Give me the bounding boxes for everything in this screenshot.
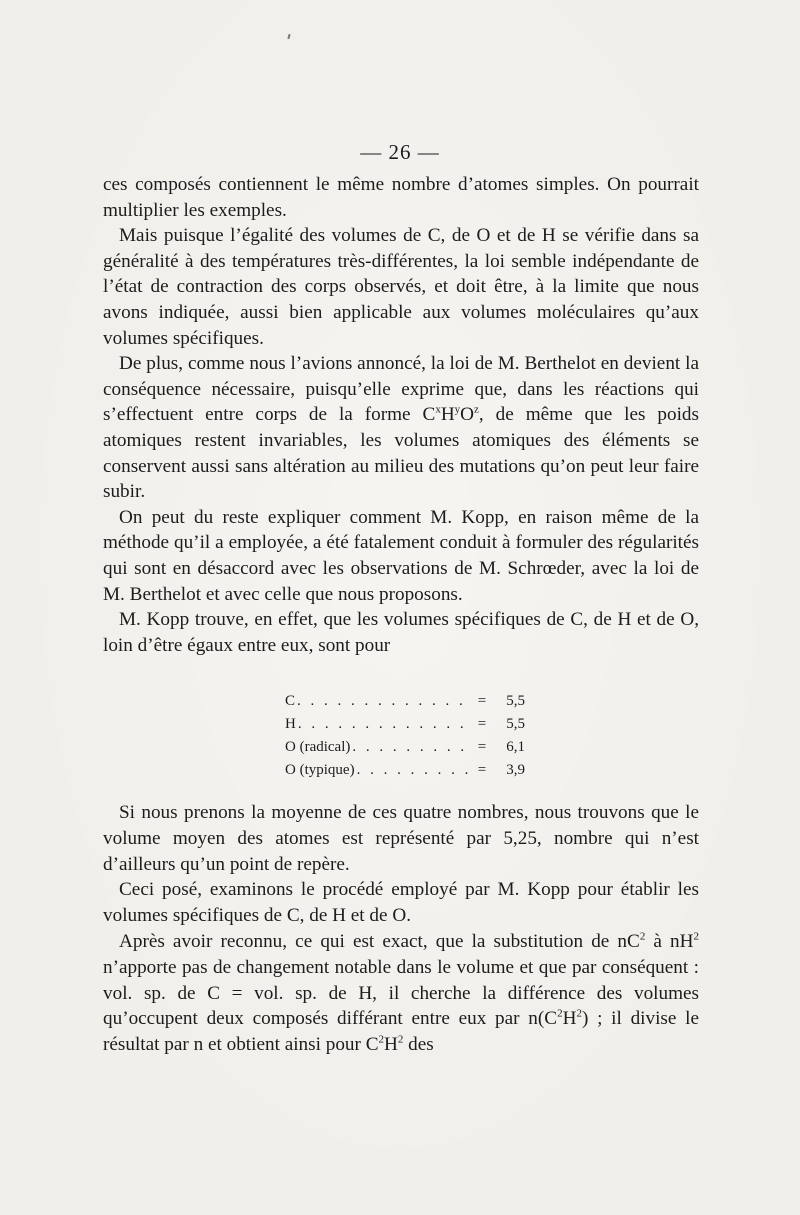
superscript-2: 2 bbox=[639, 930, 646, 943]
paragraph-8-text-d: H bbox=[562, 1008, 577, 1030]
equals-sign: = bbox=[477, 716, 487, 732]
equals-sign: = bbox=[477, 739, 487, 755]
paragraph-8 bbox=[103, 929, 699, 1058]
superscript-x: x bbox=[435, 403, 441, 416]
volume-row bbox=[285, 736, 525, 759]
volume-label: O (typique) bbox=[285, 762, 355, 778]
paragraph-3 bbox=[103, 351, 699, 505]
volume-table bbox=[285, 690, 525, 782]
leader-dots bbox=[295, 690, 469, 713]
volume-row bbox=[285, 759, 525, 782]
leader-dots bbox=[296, 713, 469, 736]
paragraph-7: Ceci posé, examinons le procédé employé par M. Kopp pour établir les volumes spécifiques de C, de H et de O. bbox=[103, 879, 699, 927]
volume-label: O (radical) bbox=[285, 739, 351, 755]
superscript-2: 2 bbox=[693, 930, 700, 943]
paragraph-8-text-b: à nH bbox=[645, 930, 694, 952]
paragraph-5: M. Kopp trouve, en effet, que les volumes spécifiques de C, de H et de O, loin d’être égaux entre eux, sont pour bbox=[103, 609, 699, 656]
superscript-z: z bbox=[474, 403, 479, 416]
volume-value: 5,5 bbox=[506, 693, 525, 709]
superscript-y: y bbox=[454, 403, 461, 416]
formula-o: O bbox=[460, 404, 475, 426]
formula-h: H bbox=[440, 404, 455, 426]
paragraph-8-text-g: des bbox=[403, 1034, 434, 1056]
stray-mark bbox=[287, 34, 290, 39]
leader-dots bbox=[350, 736, 469, 759]
volume-value: 3,9 bbox=[506, 762, 525, 778]
volume-label: C bbox=[285, 693, 296, 709]
equals-sign: = bbox=[477, 693, 487, 709]
volume-label: H bbox=[285, 716, 296, 732]
equals-sign: = bbox=[477, 762, 487, 778]
volume-row bbox=[285, 690, 525, 713]
body-text-bottom bbox=[103, 800, 699, 1058]
volume-value: 6,1 bbox=[506, 739, 525, 755]
volume-value: 5,5 bbox=[506, 716, 525, 732]
paragraph-3-text-b: , de même que les poids atomiques restent invariables, les volumes atomiques des éléments se conservent aussi sans altération au milieu des mutations qu’on peut leur faire subir. bbox=[103, 404, 699, 503]
page-number: — 26 — bbox=[360, 140, 440, 164]
paragraph-2: Mais puisque l’égalité des volumes de C, de O et de H se vérifie dans sa généralité à des températures très-différentes, la loi semble indépendante de l’état de contraction des corps observés, et doit être, à la limite que nous avons indiquée, aussi bien applicable aux volumes moléculaires qu’aux volumes spécifiques. bbox=[103, 225, 699, 349]
paragraph-8-text-f: H bbox=[384, 1034, 398, 1056]
superscript-2: 2 bbox=[397, 1033, 404, 1046]
paragraph-8-text-c: n’apporte pas de changement notable dans le volume et que par conséquent : vol. sp. de C = vol. sp. de H, il cherche la différence des volumes qu’occupent deux composés différant entre eux par n(C bbox=[103, 956, 699, 1030]
body-text-top bbox=[103, 172, 699, 658]
paragraph-1: ces composés contiennent le même nombre d’atomes simples. On pourrait multiplier les exemples. bbox=[103, 174, 699, 221]
paragraph-6: Si nous prenons la moyenne de ces quatre nombres, nous trouvons que le volume moyen des atomes est représenté par 5,25, nombre qui n’est d’ailleurs qu’un point de repère. bbox=[103, 802, 699, 875]
paragraph-4: On peut du reste expliquer comment M. Kopp, en raison même de la méthode qu’il a employée, a été fatalement conduit à formuler des régularités qui sont en désaccord avec les observations de M. Schrœder, avec la loi de M. Berthelot et avec celle que nous proposons. bbox=[103, 506, 699, 605]
superscript-2: 2 bbox=[576, 1007, 582, 1020]
paragraph-3-text-a: De plus, comme nous l’avions annoncé, la loi de M. Berthelot en devient la conséquence nécessaire, puisqu’elle exprime que, dans les réactions qui s’effectuent entre corps de la forme C bbox=[103, 353, 699, 426]
superscript-2: 2 bbox=[557, 1007, 563, 1020]
leader-dots bbox=[355, 759, 469, 782]
paragraph-8-text-a: Après avoir reconnu, ce qui est exact, que la substitution de nC bbox=[119, 930, 640, 952]
paragraph-8-text-e: ) ; il divise le résultat par n et obtient ainsi pour C bbox=[103, 1008, 699, 1056]
superscript-2: 2 bbox=[378, 1033, 384, 1046]
volume-row bbox=[285, 713, 525, 736]
